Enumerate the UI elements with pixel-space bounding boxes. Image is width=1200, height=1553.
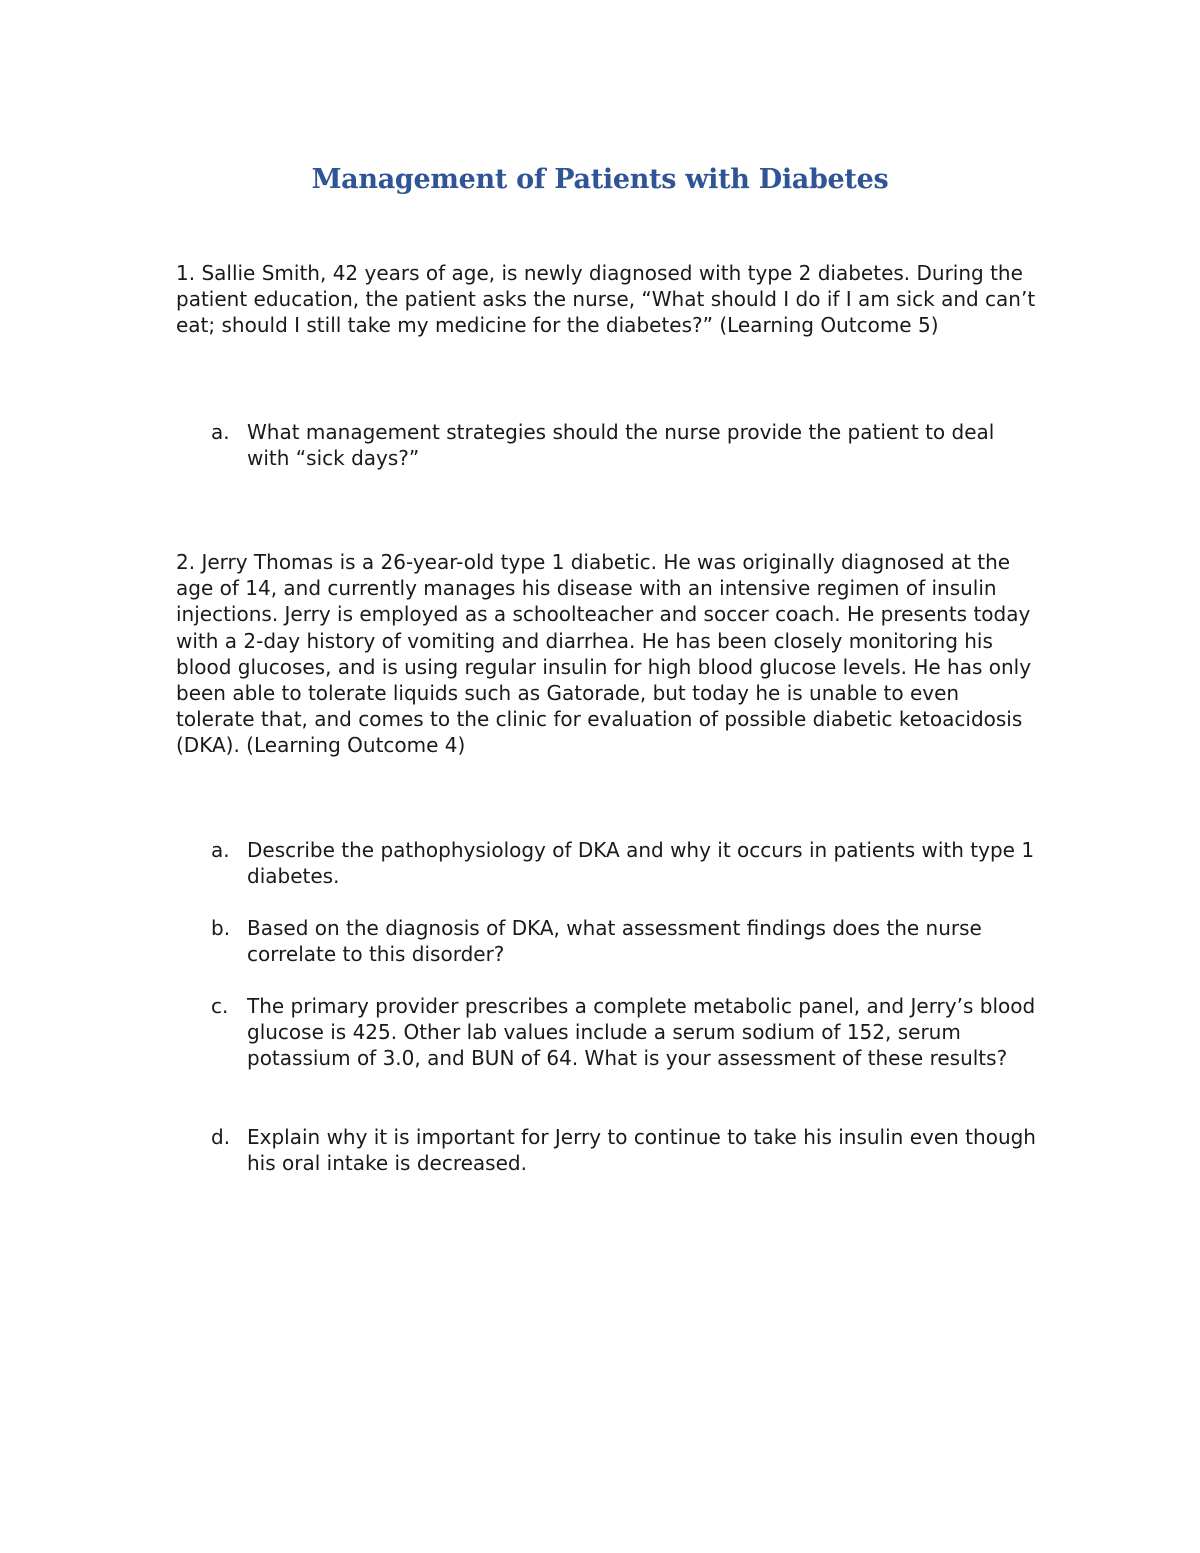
question-1-part-a [211,419,1036,471]
part-text: What management strategies should the nurse provide the patient to deal with “sick days?” [247,420,995,471]
question-2-part-a [211,837,1036,889]
part-letter: b. [211,916,231,940]
part-text: Describe the pathophysiology of DKA and why it occurs in patients with type 1 diabetes. [247,838,1035,889]
part-letter: c. [211,994,229,1018]
part-text: The primary provider prescribes a complete metabolic panel, and Jerry’s blood glucose is 425. Other lab values include a serum sodium of 152, serum potassium of 3.0, and BUN of 64. What is your assessment of these results? [247,994,1036,1071]
question-1-text: 1. Sallie Smith, 42 years of age, is newly diagnosed with type 2 diabetes. During the patient education, the patient asks the nurse, “What should I do if I am sick and can’t eat; should I still take my medicine for the diabetes?” (Learning Outcome 5) [176,261,1036,338]
part-text: Based on the diagnosis of DKA, what assessment findings does the nurse correlate to this disorder? [247,916,982,967]
part-letter: a. [211,420,230,444]
part-letter: d. [211,1125,231,1149]
question-2-part-d [211,1124,1036,1176]
part-letter: a. [211,838,230,862]
question-2-text: 2. Jerry Thomas is a 26-year-old type 1 diabetic. He was originally diagnosed at the age of 14, and currently manages his disease with an intensive regimen of insulin injections. Jerry is employed as a schoolteacher and soccer coach. He presents today with a 2-day history of vomiting and diarrhea. He has been closely monitoring his blood glucoses, and is using regular insulin for high blood glucose levels. He has only been able to tolerate liquids such as Gatorade, but today he is unable to even tolerate that, and comes to the clinic for evaluation of possible diabetic ketoacidosis (DKA). (Learning Outcome 4) [176,550,1032,758]
document-title: Management of Patients with Diabetes [311,164,889,195]
part-text: Explain why it is important for Jerry to continue to take his insulin even though his oral intake is decreased. [247,1125,1036,1176]
question-2-part-b [211,915,1036,967]
question-2-part-c [211,993,1036,1072]
